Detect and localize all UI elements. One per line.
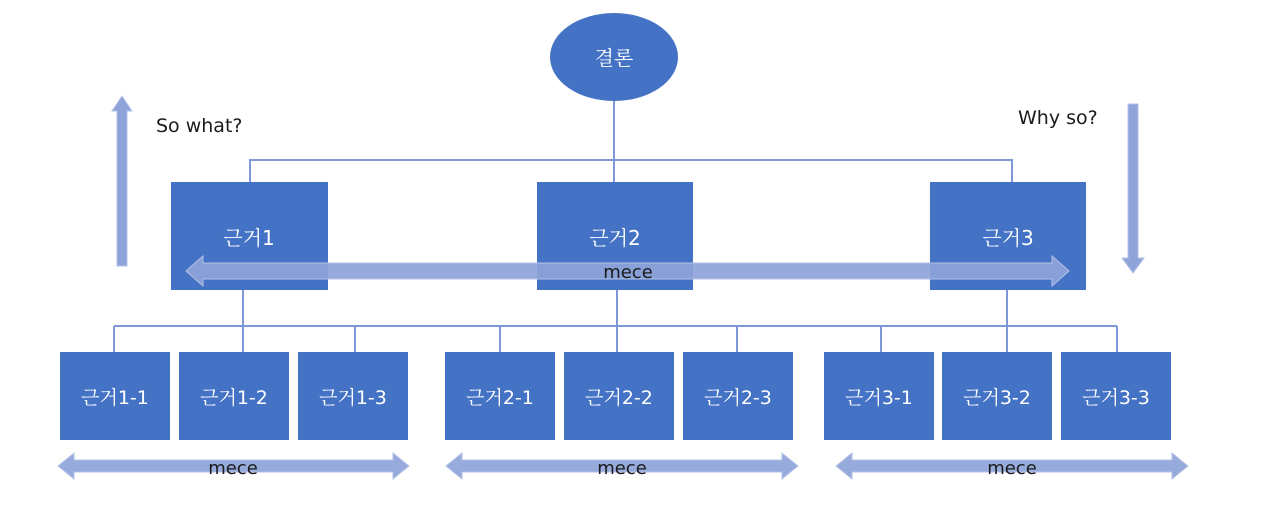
level2-label: 근거3-3 <box>1082 387 1150 409</box>
level2-label: 근거3-1 <box>845 387 913 409</box>
level1-label: 근거2 <box>589 226 641 250</box>
level2-node <box>564 352 674 440</box>
conclusion-label: 결론 <box>594 46 634 70</box>
level2-node <box>824 352 934 440</box>
level2-node <box>298 352 408 440</box>
level2-group-1 <box>60 352 408 440</box>
mece-label: mece <box>597 458 647 479</box>
mece-label: mece <box>603 262 653 283</box>
mece-label: mece <box>987 458 1037 479</box>
level1-label: 근거3 <box>982 226 1034 250</box>
connector-level1-bus <box>250 160 1012 182</box>
level2-node <box>683 352 793 440</box>
level2-label: 근거2-3 <box>704 387 772 409</box>
level2-node <box>1061 352 1171 440</box>
level2-label: 근거3-2 <box>963 387 1031 409</box>
mece-label: mece <box>208 458 258 479</box>
down-arrow-icon <box>1122 104 1144 273</box>
level2-node <box>60 352 170 440</box>
level2-node <box>942 352 1052 440</box>
mece-arrow-group-2 <box>446 453 798 479</box>
level2-group-3 <box>824 352 1171 440</box>
why-so-label: Why so? <box>1018 107 1098 129</box>
mece-arrow-group-3 <box>836 453 1188 479</box>
conclusion-node <box>550 13 678 101</box>
level2-label: 근거1-2 <box>200 387 268 409</box>
level2-label: 근거2-1 <box>466 387 534 409</box>
so-what-label: So what? <box>156 115 243 137</box>
up-arrow-icon <box>112 96 132 266</box>
level1-label: 근거1 <box>223 226 275 250</box>
level2-group-2 <box>445 352 793 440</box>
level2-node <box>445 352 555 440</box>
mece-arrow-group-1 <box>58 453 409 479</box>
level2-label: 근거1-1 <box>81 387 149 409</box>
level2-node <box>179 352 289 440</box>
level2-label: 근거2-2 <box>585 387 653 409</box>
level2-label: 근거1-3 <box>319 387 387 409</box>
